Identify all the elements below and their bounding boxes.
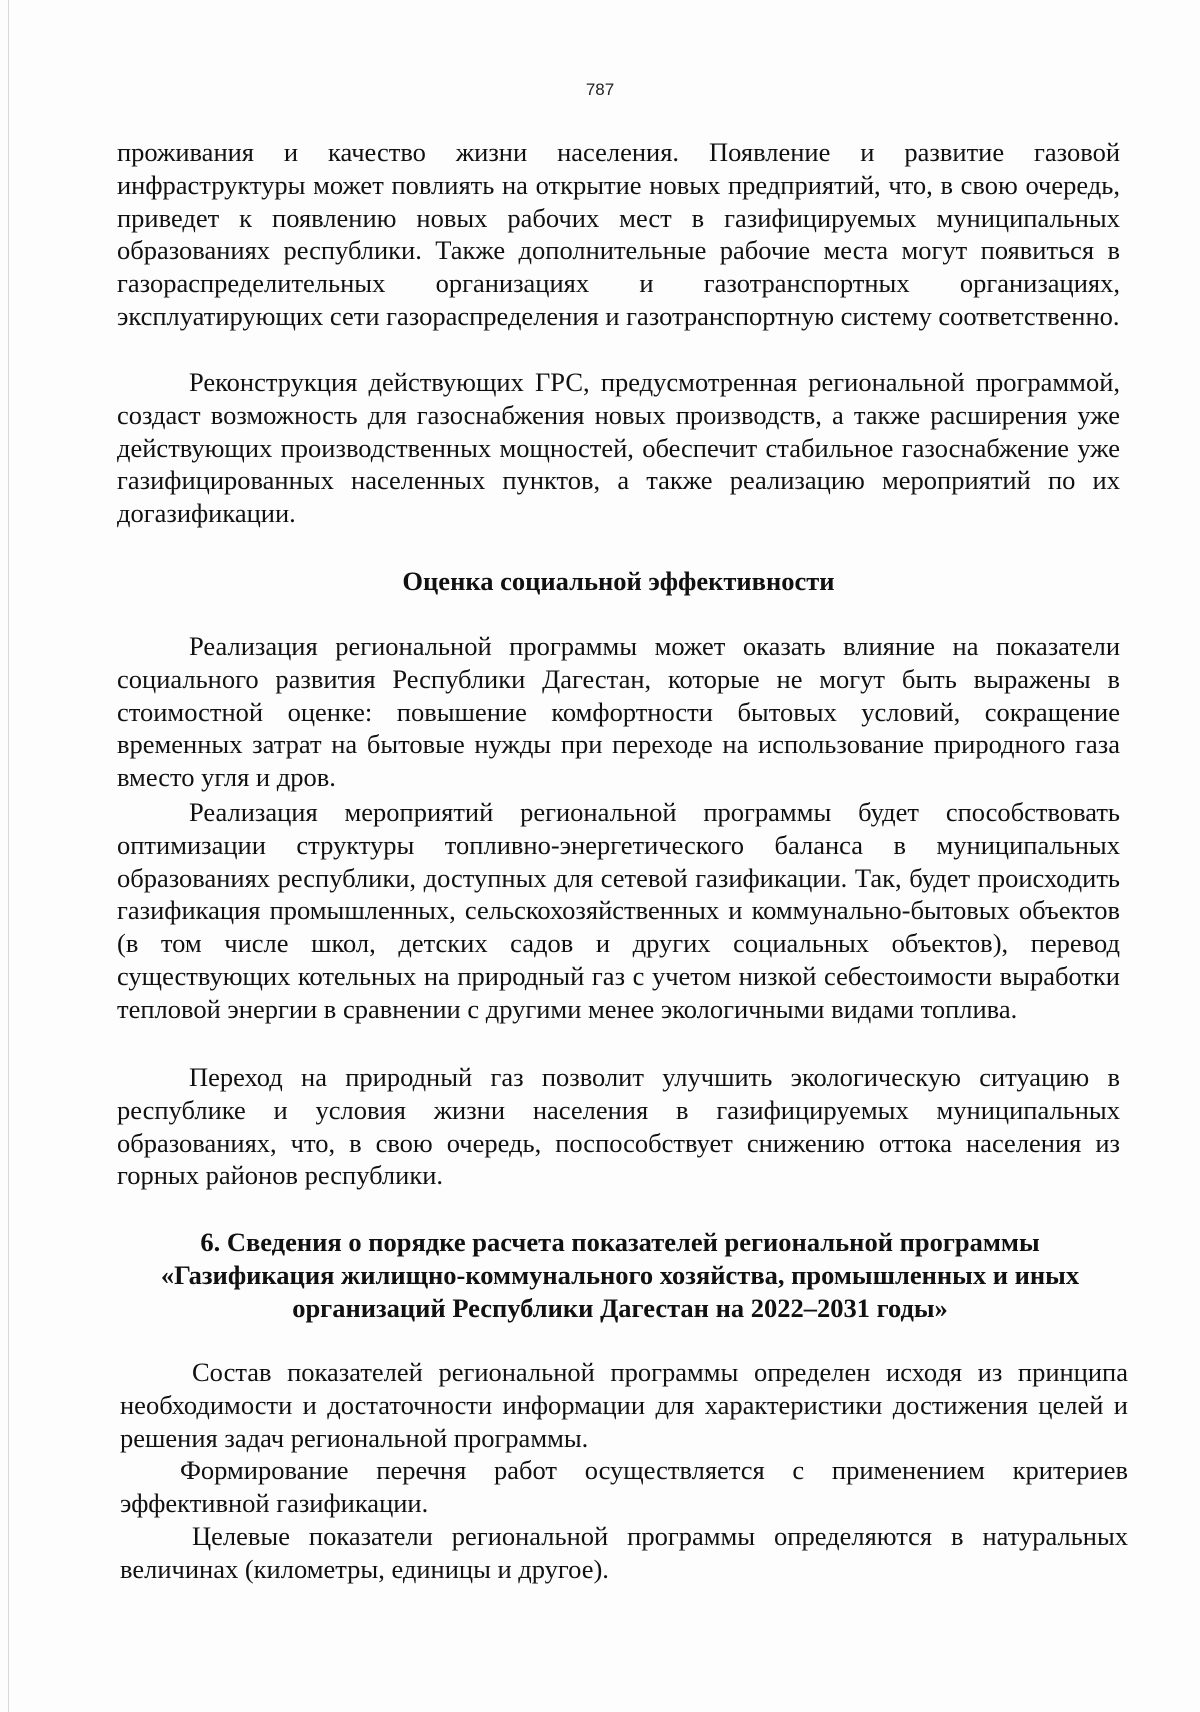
paragraph-target-indicators: Целевые показатели региональной программы определяются в натуральных величинах (километры, единицы и другое). [120, 1521, 1128, 1584]
paragraph-indicators-composition: Состав показателей региональной программы определен исходя из принципа необходимости и достаточности информации для характеристики достижения целей и решения задач региональной программы. [120, 1357, 1128, 1453]
page-number: 787 [585, 80, 615, 99]
paragraph-gas-infrastructure: проживания и качество жизни населения. Появление и развитие газовой инфраструктуры может повлиять на открытие новых предприятий, что, в свою очередь, приведет к появлению новых рабочих мест в газифицируемых муниципальных образованиях республики. Также дополнительные рабочие места могут появиться в газораспределительных организациях и газотранспортных организациях, эксплуатирующих сети газораспределения и газотранспортную систему соответственно. [117, 137, 1120, 331]
paragraph-work-list: Формирование перечня работ осуществляется с применением критериев эффективной газификации. [120, 1455, 1128, 1518]
paragraph-ecology: Переход на природный газ позволит улучшить экологическую ситуацию в республике и условия жизни населения в газифицируемых муниципальных образованиях, что, в свою очередь, поспособствует снижению оттока населения из горных районов республики. [117, 1062, 1120, 1191]
section-6-title [112, 1226, 1128, 1325]
section-6-title-line-2: «Газификация жилищно-коммунального хозяйства, промышленных и иных [160, 1260, 1080, 1290]
heading-social-efficiency: Оценка социальной эффективности [402, 566, 835, 596]
section-6-title-line-3: организаций Республики Дагестан на 2022–2031 годы» [292, 1293, 948, 1323]
paragraph-social-development: Реализация региональной программы может оказать влияние на показатели социального развития Республики Дагестан, которые не могут быть выражены в стоимостной оценке: повышение комфортности бытовых условий, сокращение временных затрат на бытовые нужды при переходе на использование природного газа вместо угля и дров. [117, 631, 1120, 793]
paragraph-grs-reconstruction: Реконструкция действующих ГРС, предусмотренная региональной программой, создаст возможность для газоснабжения новых производств, а также расширения уже действующих производственных мощностей, обеспечит стабильное газоснабжение уже газифицированных населенных пунктов, а также реализацию мероприятий по их догазификации. [117, 367, 1120, 529]
section-6-title-line-1: 6. Сведения о порядке расчета показателей региональной программы [200, 1227, 1040, 1257]
page-left-edge [8, 0, 9, 1712]
paragraph-fuel-balance: Реализация мероприятий региональной программы будет способствовать оптимизации структуры топливно-энергетического баланса в муниципальных образованиях республики, доступных для сетевой газификации. Так, будет происходить газификация промышленных, сельскохозяйственных и коммунально-бытовых объектов (в том числе школ, детских садов и других социальных объектов), перевод существующих котельных на природный газ с учетом низкой себестоимости выработки тепловой энергии в сравнении с другими менее экологичными видами топлива. [117, 797, 1120, 1024]
